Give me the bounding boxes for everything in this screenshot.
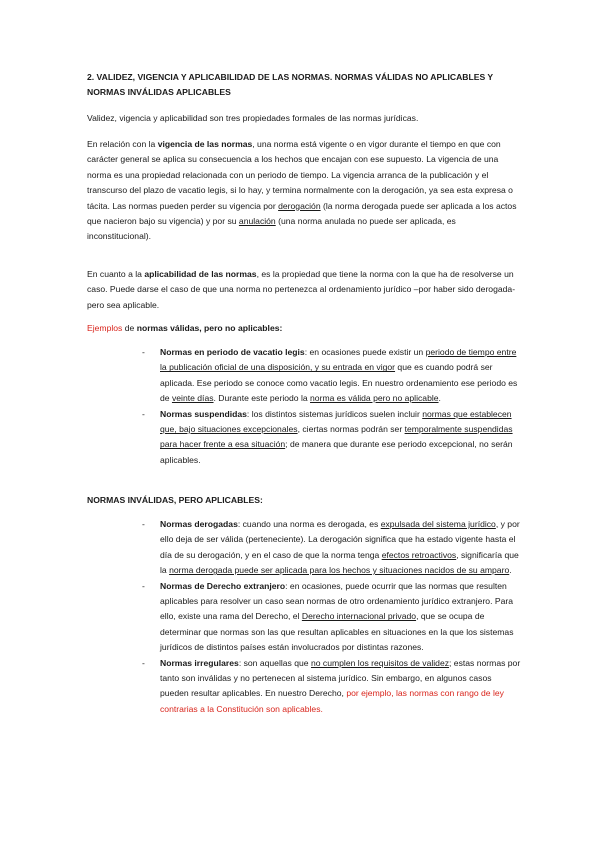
red-term: Ejemplos: [87, 323, 123, 333]
underlined-term: anulación: [238, 216, 276, 227]
underlined-term: periodo de tiempo entre la publicación oficial de una disposición, y su entrada en vigor: [160, 347, 517, 373]
text-span: ; estas normas por tanto son inválidas y no pertenecen al sistema jurídico. Sin embargo, en algunos casos pueden resultar aplicables. En nuestro Derecho,: [160, 657, 521, 699]
text-span: , y por ello deja de ser válida (perteneciente). La derogación significa que ha estado vigente hasta el día de su derogación, y en el caso de que la norma tenga: [160, 519, 520, 560]
underlined-term: no cumplen los requisitos de validez: [310, 657, 450, 668]
text-span: .: [509, 565, 512, 576]
text-span: : en ocasiones, puede ocurrir que las normas que resulten aplicables para resolver un caso sean normas de otro ordenamiento jurídico extranjero. Para ello, existe una rama del Derecho, el: [160, 580, 514, 622]
text-span: , ciertas normas podrán ser: [297, 424, 405, 435]
red-term: por ejemplo, las normas con rango de ley contrarias a la Constitución son aplicables.: [160, 688, 504, 714]
valid-norms-list: [87, 345, 521, 468]
underlined-term: temporalmente suspendidas para hacer frente a esa situación: [160, 424, 513, 450]
underlined-term: efectos retroactivos: [381, 549, 457, 560]
underlined-term: norma es válida pero no aplicable: [310, 393, 439, 404]
bold-term: Normas de Derecho extranjero: [160, 580, 286, 591]
section-title: 2. VALIDEZ, VIGENCIA Y APLICABILIDAD DE LAS NORMAS. NORMAS VÁLIDAS NO APLICABLES Y NORMAS INVÁLIDAS APLICABLES: [87, 72, 494, 97]
intro-paragraph: Validez, vigencia y aplicabilidad son tres propiedades formales de las normas jurídicas.: [87, 113, 419, 123]
underlined-term: normas que establecen que, bajo situaciones excepcionales: [160, 408, 512, 435]
bold-term: aplicabilidad de las normas: [144, 269, 257, 279]
bold-term: Normas irregulares: [160, 657, 239, 668]
text-span: : los distintos sistemas jurídicos suelen incluir: [246, 408, 423, 419]
bold-term: Normas en periodo de vacatio legis: [160, 347, 305, 357]
text-span: (la norma derogada puede ser aplicada a los actos que nacieron bajo su vigencia) y por su: [87, 200, 517, 227]
text-span: , es la propiedad que tiene la norma con la que ha de resolverse un caso. Puede darse el caso de que una norma no pertenezca al ordenamiento jurídico –por haber sido derogada- pero sea aplicable.: [87, 269, 516, 310]
underlined-term: veinte días: [171, 393, 214, 404]
invalid-norms-list: [87, 517, 521, 717]
text-span: , significaría que la: [160, 549, 519, 576]
text-span: (una norma anulada no puede ser aplicada, es inconstitucional).: [87, 216, 456, 242]
text-span: , que se ocupa de determinar que normas son las que resultan aplicables en situaciones en la que los sistemas jurídicos de distintos países están involucrados por distintas razones.: [160, 611, 514, 653]
invalid-norms-heading: NORMAS INVÁLIDAS, PERO APLICABLES:: [87, 495, 263, 505]
list-item: [87, 345, 521, 407]
bold-term: vigencia de las normas: [157, 139, 253, 149]
text-span: : en ocasiones puede existir un: [304, 347, 426, 357]
text-span: En relación con la: [87, 139, 158, 149]
list-item: [87, 656, 521, 718]
text-span: , una norma está vigente o en vigor durante el tiempo en que con carácter general se aplica su consecuencia a los hechos que encajan con ese supuesto. La vigencia de una norma es una propiedad relacionada con un periodo de tiempo. La vigencia arranca de la publicación y el transcurso del plazo de vacatio legis, si lo hay, y termina normalmente con la derogación, ya sea esta expresa o tácita. Las normas pueden perder su vigencia por: [87, 139, 513, 211]
underlined-term: expulsada del sistema jurídico: [380, 519, 496, 529]
list-item: [87, 579, 521, 656]
text-span: : cuando una norma es derogada, es: [237, 519, 381, 529]
list-item: [87, 407, 521, 469]
list-item: [87, 517, 521, 579]
bold-term: Normas suspendidas: [160, 408, 247, 419]
text-span: En cuanto a la: [87, 269, 145, 279]
bold-term: normas válidas, pero no aplicables:: [136, 323, 283, 333]
ejemplos-heading: [87, 321, 521, 336]
underlined-term: Derecho internacional privado: [301, 611, 417, 622]
aplicabilidad-paragraph: [87, 267, 521, 313]
text-span: de: [122, 323, 137, 333]
text-span: : son aquellas que: [238, 657, 311, 668]
bold-term: Normas derogadas: [160, 519, 238, 529]
text-span: que es cuando podrá ser aplicada. Ese periodo se conoce como vacatio legis. En nuestro ordenamiento ese periodo es de: [160, 362, 518, 404]
underlined-term: norma derogada puede ser aplicada para los hechos y situaciones nacidos de su amparo: [169, 565, 510, 576]
text-span: . Durante este periodo la: [213, 393, 311, 404]
vigencia-paragraph: [87, 137, 521, 245]
text-span: .: [438, 393, 441, 404]
underlined-term: derogación: [278, 200, 321, 211]
text-span: ; de manera que durante ese periodo excepcional, no serán aplicables.: [160, 439, 513, 465]
